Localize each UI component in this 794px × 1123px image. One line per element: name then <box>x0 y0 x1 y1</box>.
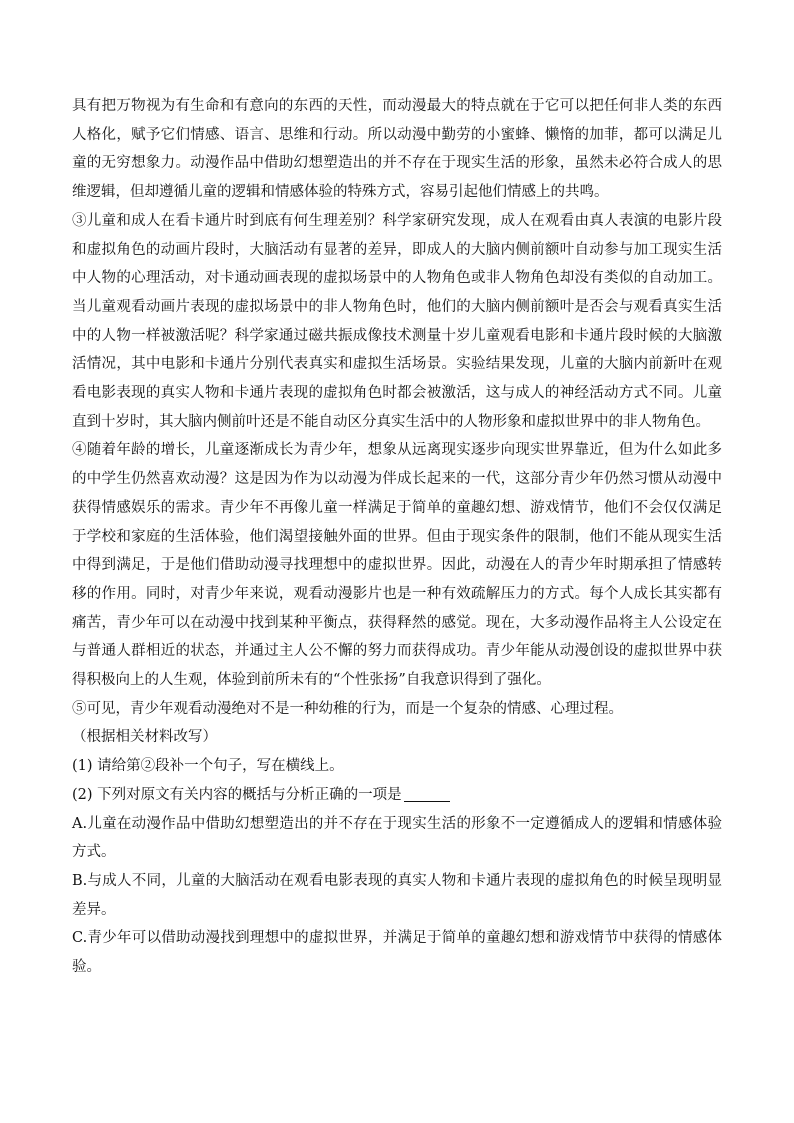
question-2: (2) 下列对原文有关内容的概括与分析正确的一项是 <box>72 786 402 803</box>
option-c: C.青少年可以借助动漫找到理想中的虚拟世界，并满足于简单的童趣幻想和游戏情节中获得的情感体验。 <box>72 930 722 976</box>
paragraph-5: ⑤可见，青少年观看动漫绝对不是一种幼稚的行为，而是一个复杂的情感、心理过程。 <box>72 700 623 717</box>
answer-blank <box>404 783 450 802</box>
option-a: A.儿童在动漫作品中借助幻想塑造出的并不存在于现实生活的形象不一定遵循成人的逻辑和情感体验方式。 <box>72 815 722 861</box>
paragraph-2-continuation: 具有把万物视为有生命和有意向的东西的天性，而动漫最大的特点就在于它可以把任何非人类的东西人格化，赋予它们情感、语言、思维和行动。所以动漫中勤劳的小蜜蜂、懒惰的加菲，都可以满足儿童的无穷想象力。动漫作品中借助幻想塑造出的并不存在于现实生活的形象，虽然未必符合成人的思维逻辑，但却遵循儿童的逻辑和情感体验的特殊方式，容易引起他们情感上的共鸣。 <box>72 98 722 201</box>
question-1: (1) 请给第②段补一个句子，写在横线上。 <box>72 758 344 775</box>
source-note: （根据相关材料改写） <box>72 729 217 746</box>
paragraph-3: ③儿童和成人在看卡通片时到底有何生理差别？科学家研究发现，成人在观看由真人表演的电影片段和虚拟角色的动画片段时，大脑活动有显著的差异，即成人的大脑内侧前额叶自动参与加工现实生活中人物的心理活动，对卡通动画表现的虚拟场景中的人物角色或非人物角色却没有类似的自动加工。当儿童观看动画片表现的虚拟场景中的非人物角色时，他们的大脑内侧前额叶是否会与观看真实生活中的人物一样被激活呢？科学家通过磁共振成像技术测量十岁儿童观看电影和卡通片段时候的大脑激活情况，其中电影和卡通片分别代表真实和虚拟生活场景。实验结果发现，儿童的大脑内前新叶在观看电影表现的真实人物和卡通片表现的虚拟角色时都会被激活，这与成人的神经活动方式不同。儿童直到十岁时，其大脑内侧前叶还是不能自动区分真实生活中的人物形象和虚拟世界中的非人物角色。 <box>72 212 722 430</box>
paragraph-4: ④随着年龄的增长，儿童逐渐成长为青少年，想象从远离现实逐步向现实世界靠近，但为什么如此多的中学生仍然喜欢动漫？这是因为作为以动漫为伴成长起来的一代，这部分青少年仍然习惯从动漫中获得情感娱乐的需求。青少年不再像儿童一样满足于简单的童趣幻想、游戏情节，他们不会仅仅满足于学校和家庭的生活体验，他们渴望接触外面的世界。但由于现实条件的限制，他们不能从现实生活中得到满足，于是他们借助动漫寻找理想中的虚拟世界。因此，动漫在人的青少年时期承担了情感转移的作用。同时，对青少年来说，观看动漫影片也是一种有效疏解压力的方式。每个人成长其实都有痛苦，青少年可以在动漫中找到某种平衡点，获得释然的感觉。现在，大多动漫作品将主人公设定在与普通人群相近的状态，并通过主人公不懈的努力而获得成功。青少年能从动漫创设的虚拟世界中获得积极向上的人生观，体验到前所未有的“个性张扬”自我意识得到了强化。 <box>72 442 722 689</box>
option-b: B.与成人不同，儿童的大脑活动在观看电影表现的真实人物和卡通片表现的虚拟角色的时候呈现明显差异。 <box>72 872 722 918</box>
document-body <box>72 92 722 982</box>
question-2-line <box>72 781 722 810</box>
